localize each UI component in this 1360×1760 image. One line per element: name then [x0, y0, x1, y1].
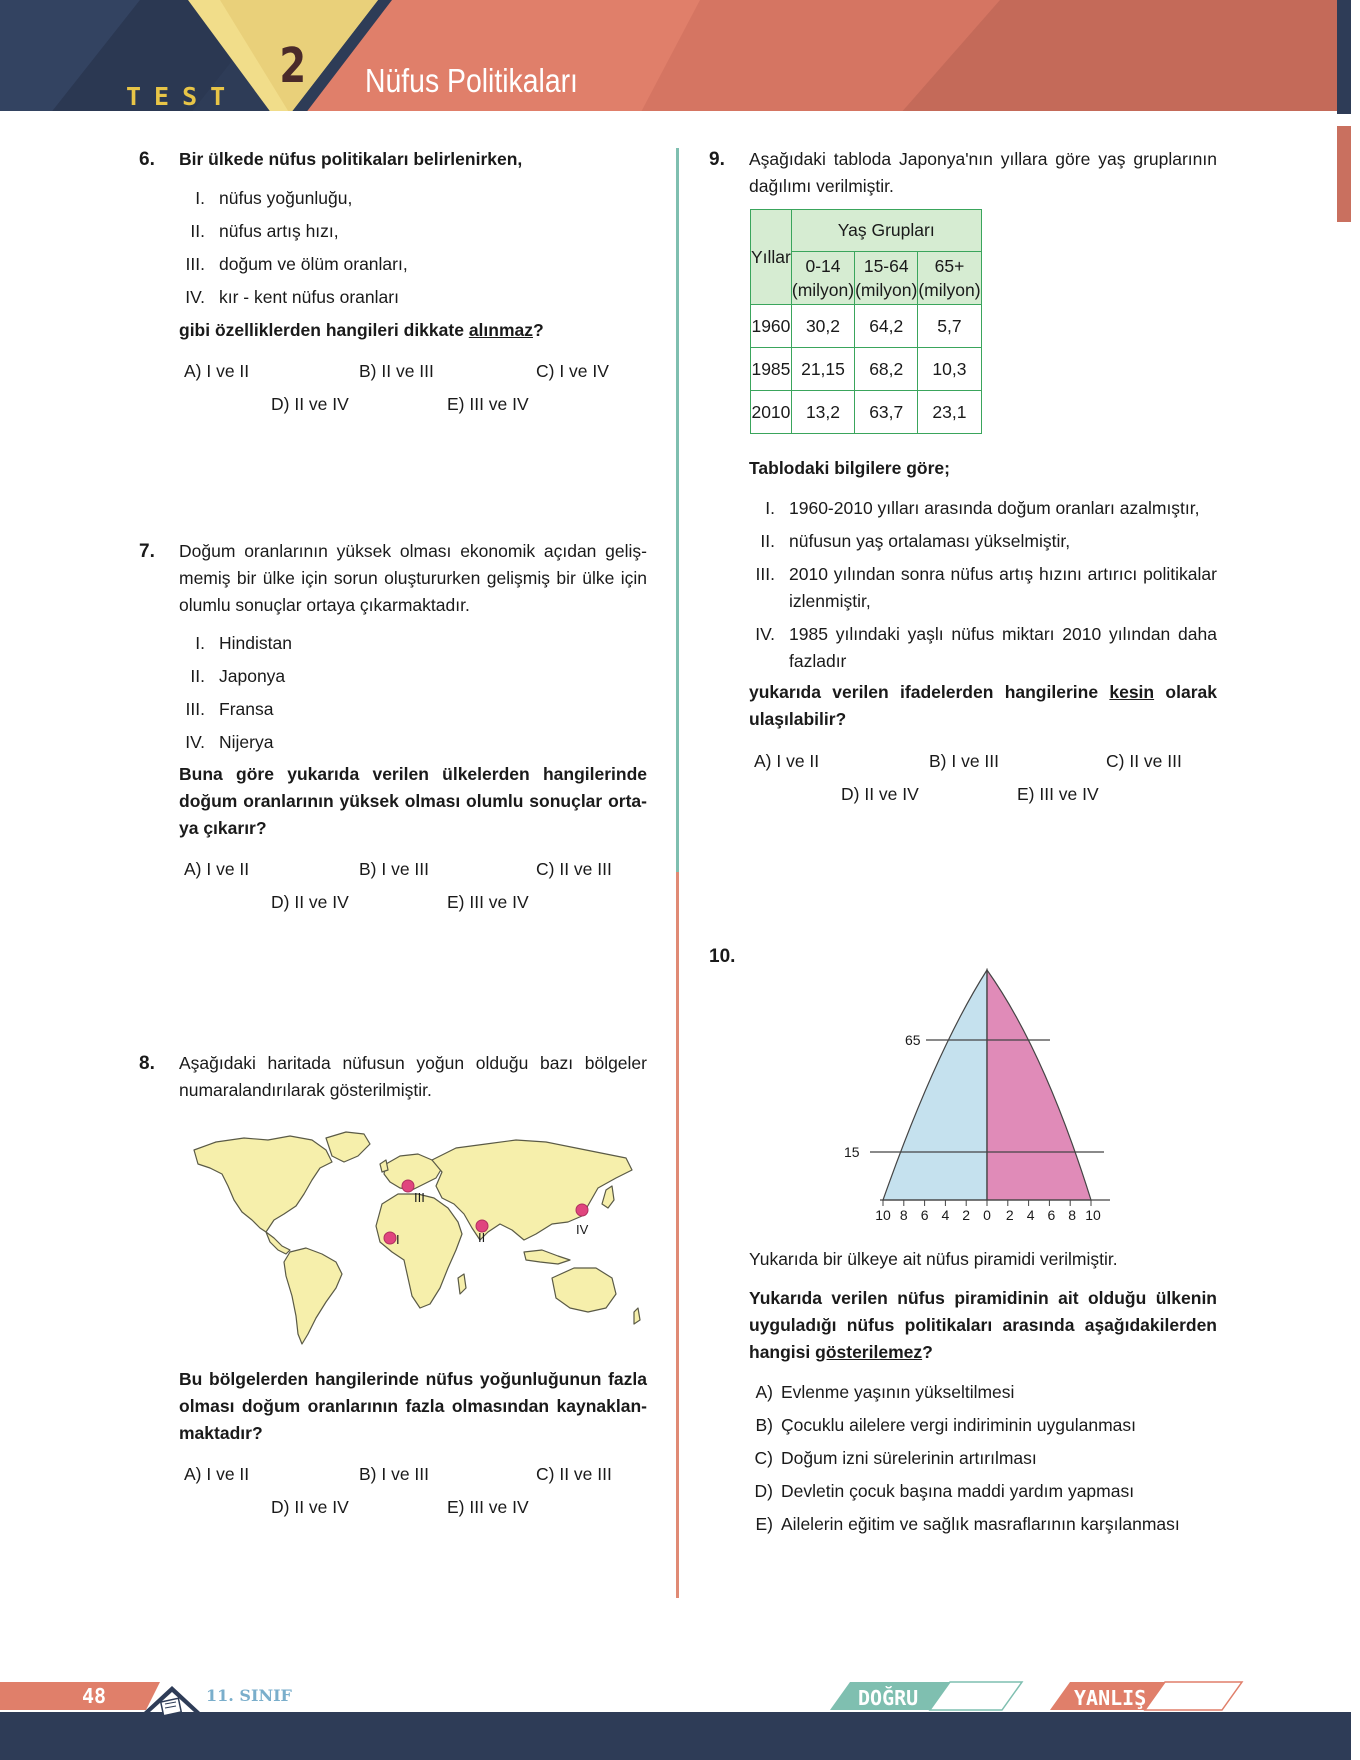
side-accent-tab [1337, 126, 1351, 222]
subheader-unit: (milyon) [918, 280, 981, 300]
grade-label: 11. SINIF [206, 1686, 292, 1705]
column-divider-bottom [676, 872, 679, 1598]
option-e[interactable]: E) III ve IV [1017, 784, 1099, 804]
table-cell: 63,7 [855, 391, 918, 434]
book-icon [161, 1698, 182, 1715]
page-number: 48 [82, 1684, 107, 1708]
option-a[interactable]: A) I ve II [184, 859, 250, 879]
statement-text: doğum ve ölüm oranları, [219, 254, 408, 274]
option-b[interactable]: B) II ve III [359, 361, 434, 381]
statement-item [190, 663, 639, 696]
axis-tick-label: 8 [899, 1207, 908, 1223]
subheader-range: 15-64 [863, 256, 909, 276]
subheader-range: 0-14 [805, 256, 841, 276]
statement-item [185, 729, 639, 762]
continent-south-america [284, 1248, 342, 1344]
option-b[interactable]: B) I ve III [359, 859, 430, 879]
option-d[interactable]: D) II ve IV [841, 784, 919, 804]
question-stem: Doğum oranlarının yüksek olması ekonomik açıdan geliş-memiş bir ülke için sorun oluştururken gelişmiş bir ülke için olumlu sonuçlar ortaya çıkarmaktadır. [179, 541, 647, 615]
statement-item [190, 218, 639, 251]
question-stem: Aşağıdaki haritada nüfusun yoğun olduğu bazı bölgeler numaralandırılarak gösterilmiştir. [179, 1053, 647, 1100]
pyramid-caption: Yukarıda bir ülkeye ait nüfus piramidi verilmiştir. [749, 1249, 1118, 1269]
continent-australia [552, 1268, 616, 1312]
question-prompt: Buna göre yukarıda verilen ülkelerden hangilerinde doğum oranlarının yüksek olması olumlu sonuçlar orta-ya çıkarır? [179, 764, 647, 838]
statement-item [195, 185, 639, 218]
statement-text: Nijerya [219, 732, 274, 752]
table-subheader [791, 252, 854, 305]
option-e[interactable]: E) III ve IV [447, 892, 529, 912]
roman-numeral: IV. [755, 624, 775, 644]
pyramid-female-side [987, 970, 1091, 1200]
option-text: Ailelerin eğitim ve sağlık masraflarının karşılanması [781, 1514, 1180, 1534]
table-cell: 68,2 [855, 348, 918, 391]
column-divider-top [676, 148, 679, 872]
option-d[interactable]: D) II ve IV [271, 892, 349, 912]
table-header-group: Yaş Grupları [791, 210, 981, 252]
map-marker-iii [402, 1180, 414, 1192]
statement-list [755, 495, 1217, 681]
statement-list [185, 630, 639, 762]
option-d[interactable]: D) II ve IV [271, 1497, 349, 1517]
continent-japan [602, 1186, 614, 1208]
continent-asia [432, 1140, 632, 1240]
option-letter: B) [755, 1415, 773, 1435]
map-marker-i [384, 1232, 396, 1244]
prompt-keyword: alınmaz [468, 320, 534, 340]
test-number: 2 [279, 38, 307, 94]
subheader-unit: (milyon) [855, 280, 918, 300]
table-cell: 30,2 [791, 305, 854, 348]
statement-text: nüfusun yaş ortalaması yükselmiştir, [789, 531, 1071, 551]
roman-numeral: I. [195, 633, 205, 653]
option-d[interactable] [754, 1478, 1221, 1511]
age-label-65: 65 [905, 1032, 921, 1048]
statement-text: 1985 yılındaki yaşlı nüfus miktarı 2010 yılından daha fazladır [789, 624, 1217, 671]
table-row [751, 348, 982, 391]
map-label-iii: III [414, 1190, 425, 1205]
table-subheader [855, 252, 918, 305]
continent-uk [380, 1160, 388, 1172]
option-c[interactable]: C) II ve III [1106, 751, 1182, 771]
roman-numeral: III. [185, 699, 205, 719]
question-prompt [749, 679, 1217, 733]
roman-numeral: II. [190, 221, 205, 241]
table-row [751, 305, 982, 348]
side-accent-top [1337, 0, 1351, 114]
option-text: Devletin çocuk başına maddi yardım yapması [781, 1481, 1135, 1501]
world-map [186, 1128, 646, 1358]
statement-text: Hindistan [219, 633, 292, 653]
page-footer [0, 1670, 1360, 1760]
continent-africa [376, 1194, 462, 1308]
roman-numeral: II. [190, 666, 205, 686]
table-cell: 13,2 [791, 391, 854, 434]
axis-tick-label: 2 [962, 1207, 971, 1223]
prompt-keyword: gösterilemez [815, 1342, 923, 1362]
axis-tick-label: 6 [1047, 1207, 1056, 1223]
prompt-end: olarak ulaşılabilir? [749, 682, 1217, 729]
question-number: 6. [139, 149, 155, 170]
correct-label[interactable]: DOĞRU [858, 1686, 919, 1710]
age-label-15: 15 [844, 1144, 860, 1160]
roman-numeral: II. [760, 531, 775, 551]
continent-new-zealand [634, 1308, 640, 1324]
map-label-ii: II [478, 1230, 486, 1245]
roman-numeral: IV. [185, 287, 205, 307]
roman-numeral: III. [185, 254, 205, 274]
statement-text: nüfus artış hızı, [219, 221, 339, 241]
subheader-range: 65+ [934, 256, 965, 276]
option-c[interactable]: C) II ve III [536, 859, 612, 879]
pyramid-male-side [883, 970, 987, 1200]
prompt-end: ? [533, 320, 544, 340]
population-pyramid [840, 960, 1120, 1240]
subheader-unit: (milyon) [791, 280, 855, 300]
statement-item [760, 528, 1217, 561]
statement-item [755, 561, 1217, 621]
option-c[interactable] [754, 1445, 1221, 1478]
prompt-end: ? [922, 1342, 933, 1362]
statement-item [755, 621, 1217, 681]
roman-numeral: IV. [185, 732, 205, 752]
table-cell-year: 2010 [751, 391, 792, 434]
table-header-year: Yıllar [751, 210, 792, 305]
table-cell-year: 1985 [751, 348, 792, 391]
statement-text: nüfus yoğunluğu, [219, 188, 353, 208]
option-list [754, 1379, 1221, 1544]
question-number: 10. [709, 946, 736, 967]
continent-north-america [194, 1136, 332, 1232]
question-lead: Tablodaki bilgilere göre; [749, 458, 950, 478]
option-e[interactable] [755, 1511, 1221, 1544]
statement-item [765, 495, 1217, 528]
question-prompt [749, 1285, 1217, 1366]
axis-tick-label: 4 [941, 1207, 950, 1223]
option-text: Evlenme yaşının yükseltilmesi [781, 1382, 1015, 1402]
continent-madagascar [458, 1274, 466, 1294]
continent-indonesia [524, 1250, 570, 1264]
map-label-iv: IV [576, 1222, 589, 1237]
roman-numeral: I. [195, 188, 205, 208]
axis-tick-label: 6 [920, 1207, 929, 1223]
question-prompt: Bu bölgelerden hangilerinde nüfus yoğunluğunun fazla olması doğum oranlarının fazla olmasından kaynaklan-maktadır? [179, 1369, 647, 1443]
map-label-i: I [396, 1232, 400, 1247]
continent-greenland [326, 1132, 370, 1162]
statement-text: kır - kent nüfus oranları [219, 287, 399, 307]
axis-tick-label: 8 [1068, 1207, 1077, 1223]
axis-tick-label: 4 [1026, 1207, 1035, 1223]
option-letter: C) [754, 1448, 773, 1468]
statement-item [185, 284, 639, 317]
table-cell: 21,15 [791, 348, 854, 391]
roman-numeral: III. [755, 564, 775, 584]
page-title: Nüfus Politikaları [365, 62, 578, 99]
question-number: 7. [139, 541, 155, 562]
table-row [751, 391, 982, 434]
statement-item [195, 630, 639, 663]
question-number: 9. [709, 149, 725, 170]
axis-tick-label: 0 [983, 1207, 991, 1223]
option-c[interactable]: C) II ve III [536, 1464, 612, 1484]
roman-numeral: I. [765, 498, 775, 518]
table-cell-year: 1960 [751, 305, 792, 348]
question-stem: Aşağıdaki tabloda Japonya'nın yıllara göre yaş gruplarının dağılımı verilmiştir. [749, 149, 1217, 196]
axis-tick-label: 10 [875, 1207, 891, 1223]
test-label: TEST [126, 82, 239, 111]
option-a[interactable]: A) I ve II [184, 1464, 250, 1484]
axis-tick-label: 10 [1085, 1207, 1101, 1223]
option-c[interactable]: C) I ve IV [536, 361, 609, 381]
option-a[interactable] [755, 1379, 1221, 1412]
option-e[interactable]: E) III ve IV [447, 394, 529, 414]
option-text: Çocuklu ailelere vergi indiriminin uygulanması [781, 1415, 1137, 1435]
table-cell: 64,2 [855, 305, 918, 348]
option-a[interactable]: A) I ve II [754, 751, 820, 771]
option-a[interactable]: A) I ve II [184, 361, 250, 381]
option-b[interactable]: B) I ve III [359, 1464, 430, 1484]
prompt-text: yukarıda verilen ifadelerden hangilerine [749, 682, 1110, 702]
map-marker-iv [576, 1204, 588, 1216]
table-cell: 10,3 [918, 348, 981, 391]
option-b[interactable]: B) I ve III [929, 751, 1000, 771]
table-subheader [918, 252, 981, 305]
option-letter: E) [755, 1514, 773, 1534]
option-e[interactable]: E) III ve IV [447, 1497, 529, 1517]
continent-central-america [266, 1232, 290, 1254]
statement-item [185, 696, 639, 729]
question-stem: Bir ülkede nüfus politikaları belirlenirken, [179, 149, 523, 169]
page-header [0, 0, 1360, 114]
option-text: Doğum izni sürelerinin artırılması [781, 1448, 1037, 1468]
statement-text: 2010 yılından sonra nüfus artış hızını artırıcı politikalar izlenmiştir, [789, 564, 1217, 611]
statement-text: Japonya [219, 666, 286, 686]
prompt-text: Yukarıda verilen nüfus piramidinin ait olduğu ülkenin uyguladığı nüfus politikaları arasında aşağıdakilerden hangisi [749, 1288, 1217, 1362]
question-number: 8. [139, 1053, 155, 1074]
prompt-text: gibi özelliklerden hangileri dikkate [179, 320, 469, 340]
table-cell: 5,7 [918, 305, 981, 348]
statement-text: 1960-2010 yılları arasında doğum oranları azalmıştır, [789, 498, 1200, 518]
option-letter: D) [754, 1481, 773, 1501]
age-group-table [750, 209, 982, 434]
axis-tick-label: 2 [1005, 1207, 1014, 1223]
option-b[interactable] [755, 1412, 1221, 1445]
side-accent-bottom [1337, 1712, 1351, 1760]
statement-list [185, 185, 639, 317]
table-cell: 23,1 [918, 391, 981, 434]
statement-text: Fransa [219, 699, 274, 719]
prompt-keyword: kesin [1109, 682, 1155, 702]
question-prompt [179, 317, 649, 344]
option-d[interactable]: D) II ve IV [271, 394, 349, 414]
statement-item [185, 251, 639, 284]
wrong-label[interactable]: YANLIŞ [1074, 1686, 1147, 1710]
option-letter: A) [755, 1382, 773, 1402]
